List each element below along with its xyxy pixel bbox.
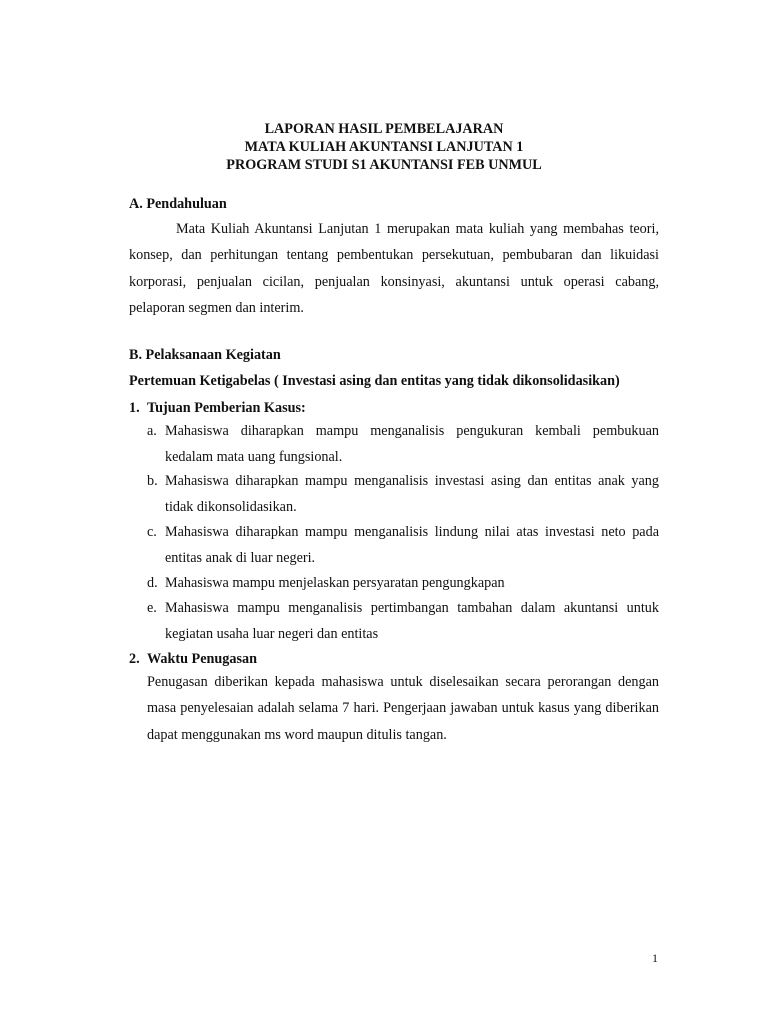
list-item-marker: a. [147,423,157,439]
list-item-marker: b. [147,473,158,489]
list-item-marker: e. [147,600,157,616]
page-number: 1 [652,951,658,965]
list-item-text: Mahasiswa mampu menganalisis pertimbangan tambahan dalam akuntansi untuk kegiatan usaha luar negeri dan entitas [165,600,659,643]
list-item-marker: c. [147,524,157,540]
point-1-heading-text: Tujuan Pemberian Kasus: [147,400,306,416]
list-item [147,519,659,572]
list-item [147,468,659,521]
list-item [147,595,659,648]
title-line-3: PROGRAM STUDI S1 AKUNTANSI FEB UNMUL [226,157,542,173]
list-item-text: Mahasiswa diharapkan mampu menganalisis pengukuran kembali pembukuan kedalam mata uang fungsional. [165,423,659,466]
section-a-heading: A. Pendahuluan [129,196,227,212]
point-2-number: 2. [129,651,140,667]
document-title [0,120,768,174]
section-a-paragraph-text: Mata Kuliah Akuntansi Lanjutan 1 merupakan mata kuliah yang membahas teori, konsep, dan perhitungan tentang pembentukan persekutuan, pembubaran dan likuidasi korporasi, penjualan cicilan, penjualan konsinyasi, akuntansi untuk operasi cabang, pelaporan segmen dan interim. [129,221,659,317]
point-1-number: 1. [129,400,140,416]
point-2-heading [129,649,257,669]
list-item-marker: d. [147,575,158,591]
list-item-text: Mahasiswa diharapkan mampu menganalisis lindung nilai atas investasi neto pada entitas anak di luar negeri. [165,524,659,567]
point-1-heading [129,398,306,418]
title-line-1: LAPORAN HASIL PEMBELAJARAN [264,121,504,137]
list-item-text: Mahasiswa diharapkan mampu menganalisis investasi asing dan entitas anak yang tidak dikonsolidasikan. [165,473,659,516]
list-item [147,570,659,596]
section-b-heading: B. Pelaksanaan Kegiatan [129,347,281,363]
section-a-paragraph [129,216,659,322]
list-item [147,418,659,471]
point-2-heading-text: Waktu Penugasan [147,651,257,667]
list-item-text: Mahasiswa mampu menjelaskan persyaratan pengungkapan [165,575,505,591]
section-b-subheading: Pertemuan Ketigabelas ( Investasi asing dan entitas yang tidak dikonsolidasikan) [129,373,620,389]
point-2-paragraph: Penugasan diberikan kepada mahasiswa untuk diselesaikan secara perorangan dengan masa penyelesaian adalah selama 7 hari. Pengerjaan jawaban untuk kasus yang diberikan dapat menggunakan ms word maupun ditulis tangan. [147,674,659,743]
title-line-2: MATA KULIAH AKUNTANSI LANJUTAN 1 [244,139,524,155]
